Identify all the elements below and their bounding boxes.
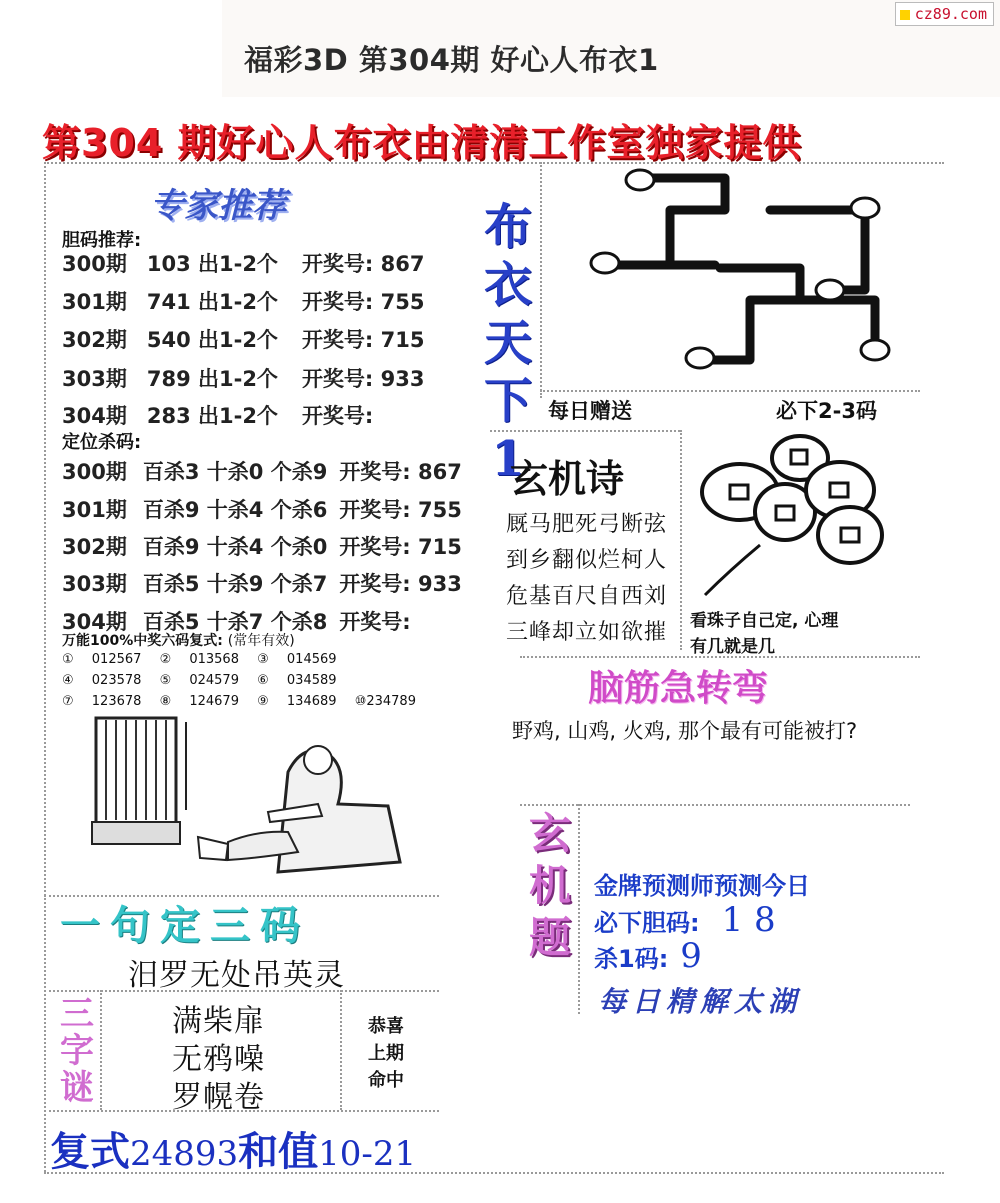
xuanji-footer: 每日精解太湖 <box>598 985 803 1018</box>
poem-line: 三峰却立如欲摧 <box>506 620 668 645</box>
divider <box>340 990 342 1110</box>
combo-row: ① 012567 ② 013568 ③ 014569 <box>62 652 337 667</box>
brain-teaser-question: 野鸡, 山鸡, 火鸡, 那个最有可能被打? <box>512 719 858 743</box>
divider <box>44 162 46 1172</box>
kill-row: 302期 百杀9 十杀4 个杀0 开奖号: 715 <box>62 535 462 559</box>
poem-line: 到乡翻似烂柯人 <box>506 548 668 573</box>
poem-line: 厩马肥死弓断弦 <box>506 512 668 537</box>
dan-label: 胆码推荐: <box>62 230 142 251</box>
divider <box>680 430 682 650</box>
lucky-symbol-drawing <box>575 160 925 385</box>
riddle-line: 满柴扉 <box>172 1004 265 1039</box>
brain-teaser-title: 脑筋急转弯 <box>588 668 769 709</box>
page-title: 福彩3D 第304期 好心人布衣1 <box>244 43 659 77</box>
dan-row: 304期 283 出1-2个 开奖号: <box>62 404 374 428</box>
site-badge[interactable] <box>895 2 994 26</box>
kill-row: 304期 百杀5 十杀7 个杀8 开奖号: <box>62 610 411 634</box>
daily-gift-label: 每日赠送 <box>548 399 632 423</box>
vertical-title: 布 衣 天 下 1 <box>483 199 532 487</box>
riddle-line: 无鸦噪 <box>172 1042 265 1077</box>
kill-label: 定位杀码: <box>62 432 142 453</box>
combo-heading: 万能100%中奖六码复式: (常年有效) <box>62 633 295 649</box>
coin-caption: 有几就是几 <box>690 637 775 657</box>
xuanji-line1: 金牌预测师预测今日 <box>594 872 810 900</box>
sanzi-vertical-title: 三 字 谜 <box>60 994 94 1108</box>
divider <box>540 162 542 398</box>
divider <box>540 390 920 392</box>
xuanji-dan: 必下胆码: 1 8 <box>594 900 776 940</box>
site-badge-text: cz89.com <box>914 5 987 23</box>
one-line-text: 汨罗无处吊英灵 <box>128 958 345 993</box>
fushi-line: 复式24893和值10-21 <box>50 1129 417 1175</box>
divider <box>100 990 102 1110</box>
coins-drawing <box>690 430 905 600</box>
badge-square-icon <box>900 10 910 20</box>
poem-line: 危基百尺自西刘 <box>506 584 668 609</box>
dan-row: 302期 540 出1-2个 开奖号: 715 <box>62 328 425 352</box>
congrats-line: 上期 <box>368 1043 404 1064</box>
xuanji-vertical-title: 玄 机 题 <box>528 809 571 962</box>
daily-gift-count: 必下2-3码 <box>776 399 877 423</box>
combo-row: ⑦ 123678 ⑧ 124679 ⑨ 134689 ⑩234789 <box>62 694 416 709</box>
xuanji-kill: 杀1码: 9 <box>594 936 702 976</box>
expert-title: 专家推荐 <box>150 186 286 226</box>
kill-row: 300期 百杀3 十杀0 个杀9 开奖号: 867 <box>62 460 462 484</box>
cartoon-illustration <box>88 712 428 884</box>
congrats-line: 恭喜 <box>368 1016 404 1037</box>
kill-row: 303期 百杀5 十杀9 个杀7 开奖号: 933 <box>62 572 462 596</box>
combo-row: ④ 023578 ⑤ 024579 ⑥ 034589 <box>62 673 337 688</box>
kill-row: 301期 百杀9 十杀4 个杀6 开奖号: 755 <box>62 498 462 522</box>
dan-row: 303期 789 出1-2个 开奖号: 933 <box>62 367 425 391</box>
one-line-title: 一句定三码 <box>60 903 310 949</box>
coin-caption: 看珠子自己定, 心理 <box>690 611 839 631</box>
congrats-line: 命中 <box>368 1070 404 1091</box>
riddle-line: 罗幌卷 <box>172 1080 265 1115</box>
poem-title: 玄机诗 <box>510 457 625 501</box>
dan-row: 300期 103 出1-2个 开奖号: 867 <box>62 252 425 276</box>
dan-row: 301期 741 出1-2个 开奖号: 755 <box>62 290 425 314</box>
header-left-gap <box>0 0 222 97</box>
poster-title: 第304 期好心人布衣由清清工作室独家提供 <box>42 121 802 165</box>
